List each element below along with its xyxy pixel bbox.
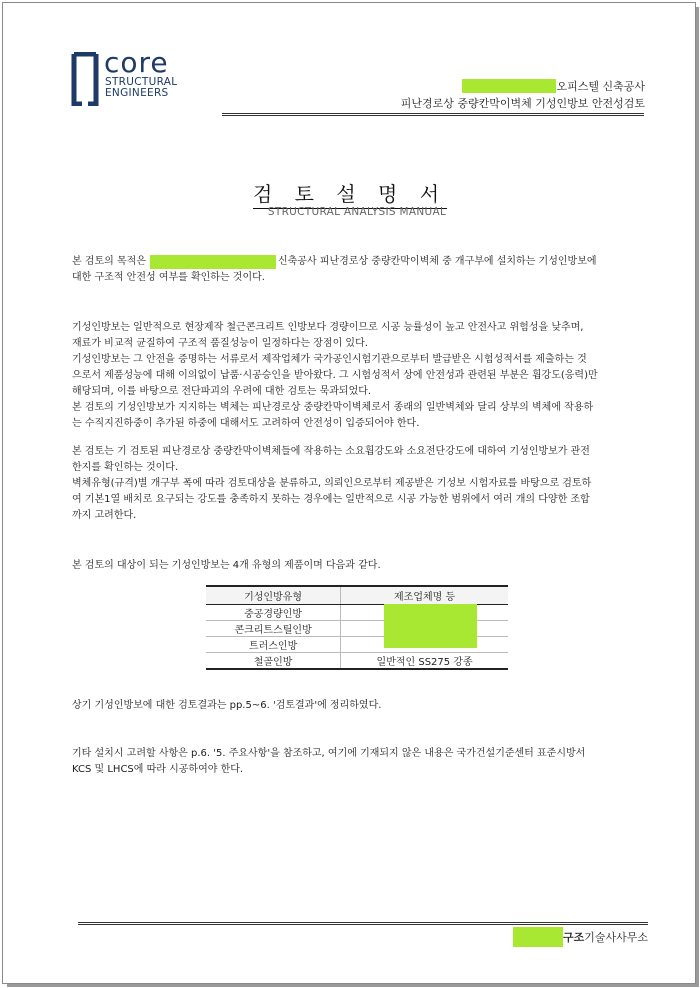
table-row [206, 653, 508, 670]
header-divider [222, 113, 644, 114]
redaction-box [462, 79, 556, 93]
footer-company-bold: 구조 [562, 931, 585, 944]
target-intro-paragraph: 본 검토의 대상이 되는 기성인방보는 4개 유형의 제품이며 다음과 같다. [72, 560, 381, 571]
header-project-suffix: 오피스텔 신축공사 [556, 80, 645, 93]
company-logo [70, 46, 190, 108]
text-line: 한지를 확인하는 것이다. [72, 462, 179, 473]
text-line: 해당되며, 이를 바탕으로 전단파괴의 우려에 대한 검토는 묵과되었다. [72, 386, 372, 397]
table-cell: 철골인방 [206, 653, 341, 670]
other-notes-paragraph [72, 746, 644, 778]
text-line: 본 검토의 기성인방보가 지지하는 벽체는 피난경로상 중량칸막이벽체로서 종래의 일반벽체와 달리 상부의 벽체에 작용하 [72, 402, 594, 413]
purpose-rest: 신축공사 피난경로상 중량칸막이벽체 중 개구부에 설치하는 기성인방보에 [277, 256, 597, 267]
text-line: 기성인방보는 그 안전을 증명하는 서류로서 제작업체가 국가공인시험기관으로부터 발급받은 시험성적서를 제출하는 것 [72, 354, 587, 365]
text-line: 까지 고려한다. [72, 510, 137, 521]
text-line: 본 검토는 기 검토된 피난경로상 중량칸막이벽체들에 작용하는 소요휨강도와 소요전단강도에 대하여 기성인방보가 관전 [72, 446, 590, 457]
text-line: 여 기본1열 배치로 요구되는 강도를 충족하지 못하는 경우에는 일반적으로 시공 가능한 범위에서 여러 개의 다양한 조합 [72, 494, 590, 505]
header-divider [222, 115, 644, 116]
document-subtitle: STRUCTURAL ANALYSIS MANUAL [267, 206, 447, 218]
header-project [462, 78, 645, 94]
redaction-box [150, 255, 276, 269]
document-title [0, 178, 700, 207]
redaction-box [513, 927, 563, 947]
purpose-paragraph [72, 254, 644, 286]
header-report-title: 피난경로상 중량칸막이벽체 기성인방보 안전성검토 [400, 97, 645, 110]
table-header-cell: 기성인방유형 [206, 586, 341, 605]
redaction-box [384, 604, 477, 648]
logo-line-2: ENGINEERS [105, 87, 169, 99]
table-header-row [206, 586, 508, 605]
text-line: 기타 설치시 고려할 사항은 p.6. '5. 주요사항'을 참조하고, 여기에 기재되지 않은 내용은 국가건설기준센터 표준시방서 [72, 748, 586, 759]
text-line: 재료가 비교적 균질하여 구조적 품질성능이 일정하다는 장점이 있다. [72, 338, 368, 349]
logo-bracket-icon [70, 52, 100, 106]
footer-company [513, 927, 648, 947]
footer-company-rest: 기술사사무소 [584, 931, 648, 944]
logo-word: core [104, 46, 169, 79]
table-cell: 일반적인 SS275 강종 [341, 653, 508, 670]
table-cell: 중공경량인방 [206, 605, 341, 621]
table-cell: 트러스인방 [206, 637, 341, 653]
text-line: KCS 및 LHCS에 따라 시공하여야 한다. [72, 764, 244, 775]
table-header-cell: 제조업체명 등 [341, 586, 508, 605]
text-line: 벽체유형(규격)별 개구부 폭에 따라 검토대상을 분류하고, 의뢰인으로부터 제공받은 기성보 시험자료를 바탕으로 검토하 [72, 478, 592, 489]
document-title-text: 검 토 설 명 서 [253, 182, 447, 209]
table-cell: 콘크리트스틸인방 [206, 621, 341, 637]
lintel-description-paragraph [72, 320, 644, 432]
results-reference-paragraph: 상기 기성인방보에 대한 검토결과는 pp.5~6. '검토결과'에 정리하였다. [72, 700, 382, 711]
purpose-line-2: 대한 구조적 안전성 여부를 확인하는 것이다. [72, 272, 265, 283]
footer-divider [78, 924, 648, 925]
text-line: 으로서 제품성능에 대해 이의없이 납품·시공승인을 받아왔다. 그 시험성적서 상에 안전성과 관련된 부분은 휨강도(응력)만 [72, 370, 598, 381]
text-line: 기성인방보는 일반적으로 현장제작 철근콘크리트 인방보다 경량이므로 시공 능률성이 높고 안전사고 위험성을 낮추며, [72, 322, 584, 333]
purpose-prefix: 본 검토의 목적은 [72, 256, 146, 267]
review-scope-paragraph [72, 444, 644, 524]
logo-line-1: STRUCTURAL [105, 76, 178, 88]
text-line: 는 수직지진하중이 추가된 하중에 대해서도 고려하여 안전성이 입증되어야 한다. [72, 418, 420, 429]
footer-divider [78, 922, 648, 923]
